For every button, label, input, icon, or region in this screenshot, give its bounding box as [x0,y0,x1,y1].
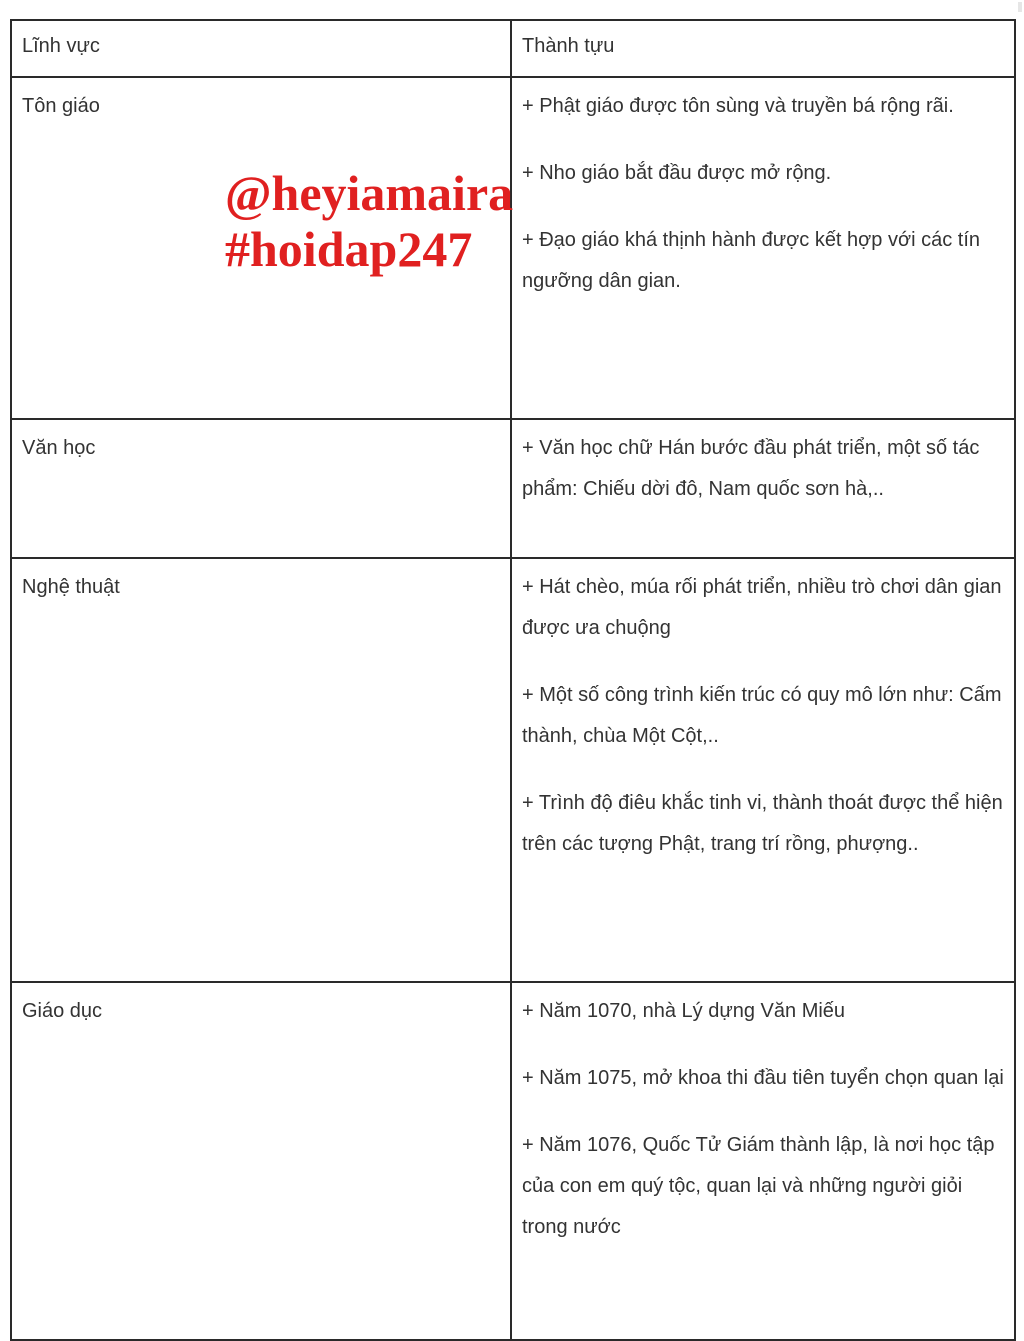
row-achievements-religion [511,77,1015,419]
row-field-literature [11,419,511,558]
header-field: Lĩnh vực [11,20,511,77]
field-label: Văn học [22,437,96,459]
field-label: Tôn giáo [22,95,100,117]
field-label: Giáo dục [22,1000,103,1022]
achievement-item: + Văn học chữ Hán bước đầu phát triển, một số tác phẩm: Chiếu dời đô, Nam quốc sơn hà,.. [522,437,980,500]
achievement-item: + Năm 1076, Quốc Tử Giám thành lập, là nơi học tập của con em quý tộc, quan lại và những người giỏi trong nước [522,1134,995,1238]
achievement-item: + Năm 1075, mở khoa thi đầu tiên tuyển chọn quan lại [522,1067,1004,1089]
achievement-item: + Một số công trình kiến trúc có quy mô lớn như: Cấm thành, chùa Một Cột,.. [522,684,1002,747]
watermark-hashtag: #hoidap247 [225,221,473,277]
achievement-item: + Năm 1070, nhà Lý dựng Văn Miếu [522,1000,846,1022]
row-achievements-art [511,558,1015,982]
scrollbar-thumb[interactable] [1018,2,1022,12]
table-header-row [11,20,1015,77]
watermark [225,165,513,277]
achievement-item: + Trình độ điêu khắc tinh vi, thành thoát được thể hiện trên các tượng Phật, trang trí rồng, phượng.. [522,792,1003,855]
table-row [11,982,1015,1340]
achievement-item: + Hát chèo, múa rối phát triển, nhiều trò chơi dân gian được ưa chuộng [522,576,1002,639]
row-field-art [11,558,511,982]
achievement-item: + Phật giáo được tôn sùng và truyền bá rộng rãi. [522,95,954,117]
achievement-item: + Nho giáo bắt đầu được mở rộng. [522,162,832,184]
achievement-item: + Đạo giáo khá thịnh hành được kết hợp với các tín ngưỡng dân gian. [522,229,980,292]
table-row [11,419,1015,558]
watermark-handle: @heyiamaira [225,165,514,221]
header-achievements: Thành tựu [511,20,1015,77]
row-achievements-literature [511,419,1015,558]
row-field-education [11,982,511,1340]
table-row [11,558,1015,982]
field-label: Nghệ thuật [22,576,120,598]
row-achievements-education [511,982,1015,1340]
